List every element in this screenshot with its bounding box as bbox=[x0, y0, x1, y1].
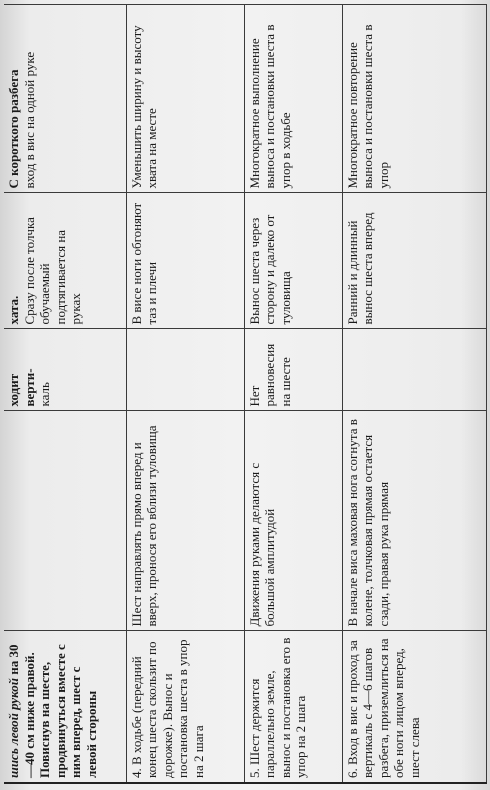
cell-text: Многократное выполнение выноса и постановки шеста в упор в ходьбе bbox=[246, 24, 293, 189]
cell-text: 5. Шест держится параллельно земле, вынос и постановка его в упор на 2 шага bbox=[246, 637, 308, 778]
table-row bbox=[4, 5, 126, 783]
cell-causes bbox=[244, 193, 342, 329]
cell-errors bbox=[244, 411, 342, 631]
cell-errors-2 bbox=[126, 329, 244, 411]
cell-causes bbox=[342, 193, 486, 329]
table-row bbox=[244, 5, 342, 783]
exercise-table bbox=[4, 5, 487, 785]
cell-text: Вынос шеста через сторону и далеко от туловища bbox=[246, 214, 293, 325]
cell-text: каль bbox=[37, 382, 52, 407]
cell-text: вход в вис на одной руке bbox=[21, 51, 37, 189]
table-row bbox=[342, 5, 486, 783]
cell-remedy bbox=[244, 5, 342, 193]
cell-errors-2 bbox=[342, 329, 486, 411]
cell-remedy bbox=[126, 5, 244, 193]
cell-exercise bbox=[4, 631, 126, 783]
cell-text: Многократное повторение выноса и постановки шеста в упор bbox=[344, 24, 391, 189]
cell-text: Движения руками делаются с большой амплитудой bbox=[246, 462, 277, 627]
cell-causes bbox=[4, 193, 126, 329]
cell-exercise bbox=[342, 631, 486, 783]
cell-errors bbox=[4, 411, 126, 631]
cell-text: В висе ноги обгоняют таз и плечи bbox=[128, 202, 159, 325]
cell-remedy bbox=[342, 5, 486, 193]
cell-text: 6. Вход в вис и проход за вертикаль с 4—6 шагов разбега, приземлиться на обе ноги лицом вперед, шест слева bbox=[344, 638, 422, 778]
cell-text: 4. В ходьбе (передний конец шеста скользит по дорожке). Вынос и постановка шеста в упор на 2 шага bbox=[128, 639, 206, 778]
cell-lead-text: хата. bbox=[6, 295, 21, 325]
cell-lead-text: шись левой рукой bbox=[6, 677, 21, 778]
cell-errors bbox=[342, 411, 486, 631]
cell-lead-text: С короткого разбега bbox=[6, 69, 21, 189]
cell-text: Сразу после толчка обучаемый подтягивается на руках bbox=[21, 217, 83, 325]
cell-text: Нет равновесия на шесте bbox=[246, 343, 293, 407]
cell-lead-text: ходит верти- bbox=[6, 368, 37, 407]
cell-text: Шест направлять прямо вперед и вверх, пронося его вблизи туловища bbox=[128, 425, 159, 627]
cell-exercise bbox=[126, 631, 244, 783]
cell-text: Ранний и длинный вынос шеста вперед bbox=[344, 212, 375, 325]
table-row bbox=[126, 5, 244, 783]
cell-errors-2 bbox=[244, 329, 342, 411]
cell-errors-2 bbox=[4, 329, 126, 411]
cell-errors bbox=[126, 411, 244, 631]
cell-causes bbox=[126, 193, 244, 329]
cell-remedy bbox=[4, 5, 126, 193]
cell-text: Уменьшить ширину и высоту хвата на месте bbox=[128, 25, 159, 189]
cell-text: В начале виса маховая нога согнута в колене, толчковая прямая остается сзади, правая рука прямая bbox=[344, 419, 391, 627]
cell-text: на 30—40 см ниже правой. Повиснув на шесте, продвинуться вместе с ним вперед, шест с левой стороны bbox=[6, 644, 99, 778]
cell-exercise bbox=[244, 631, 342, 783]
